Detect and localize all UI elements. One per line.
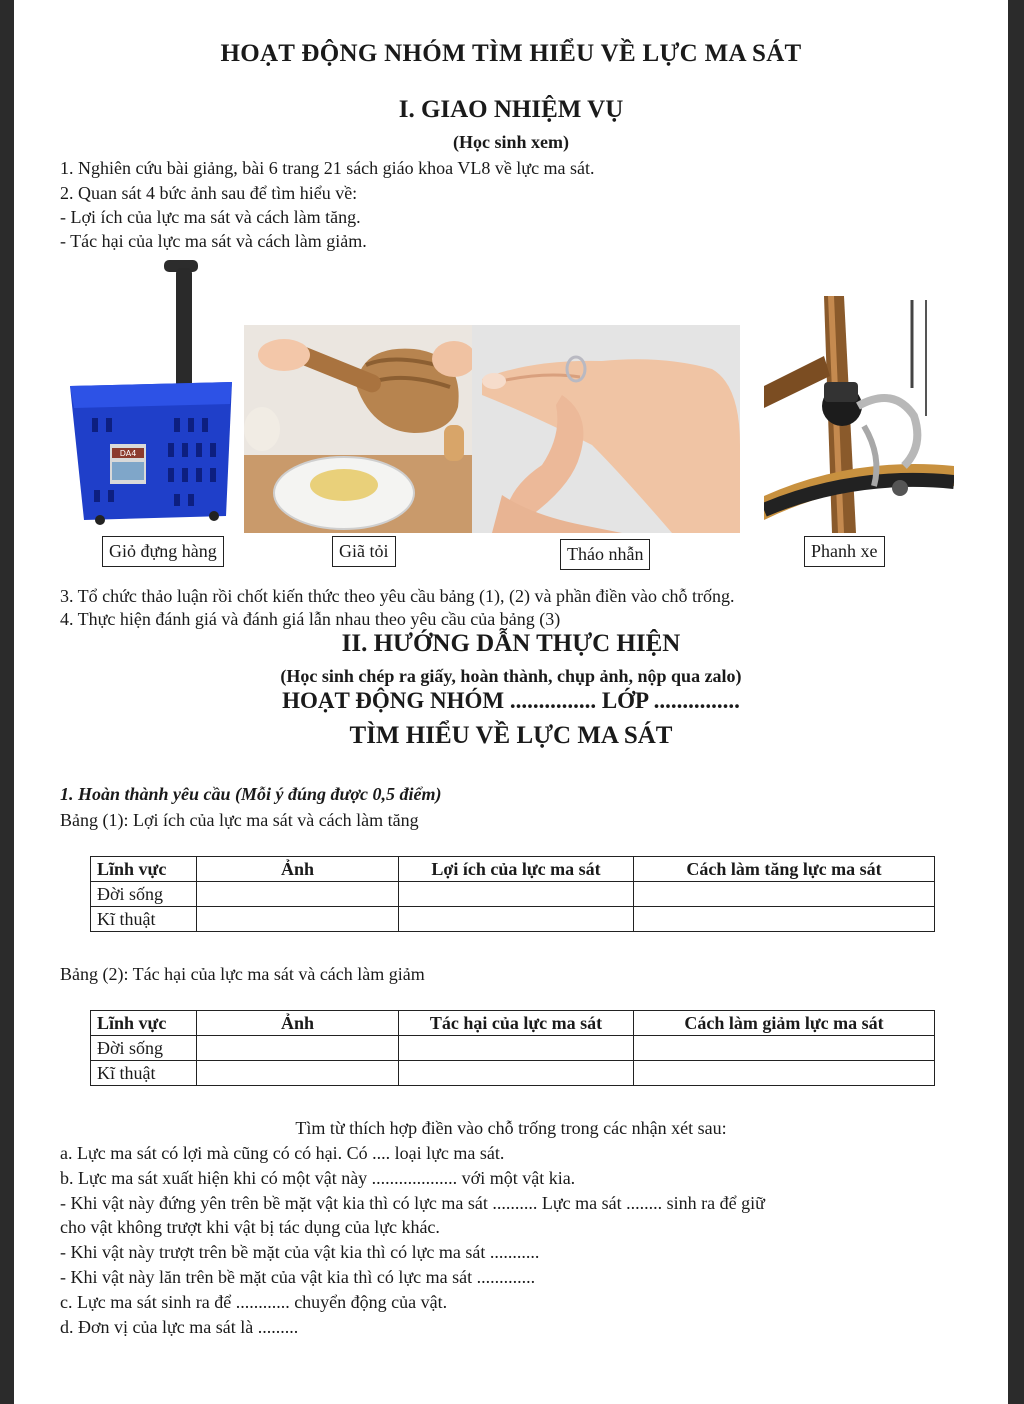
task-2: 2. Quan sát 4 bức ảnh sau để tìm hiểu về: bbox=[60, 183, 358, 203]
document-page bbox=[14, 0, 1008, 1404]
table-header: Tác hại của lực ma sát bbox=[399, 1011, 634, 1036]
caption-ring: Tháo nhẫn bbox=[560, 539, 650, 570]
document-title: HOẠT ĐỘNG NHÓM TÌM HIỂU VỀ LỰC MA SÁT bbox=[220, 40, 802, 67]
caption-garlic: Giã tỏi bbox=[332, 536, 396, 567]
section2-note: (Học sinh chép ra giấy, hoàn thành, chụp ảnh, nộp qua zalo) bbox=[280, 666, 742, 686]
section1-title: I. GIAO NHIỆM VỤ bbox=[398, 96, 624, 123]
caption-brake: Phanh xe bbox=[804, 536, 885, 567]
table-cell-empty bbox=[399, 1036, 634, 1061]
table-benefits bbox=[90, 856, 935, 932]
fill-b1-line2: cho vật không trượt khi vật bị tác dụng của lực khác. bbox=[60, 1217, 440, 1237]
table-cell-empty bbox=[197, 1061, 399, 1086]
fill-b3: - Khi vật này lăn trên bề mặt của vật kia thì có lực ma sát ............. bbox=[60, 1267, 536, 1287]
fill-a: a. Lực ma sát có lợi mà cũng có có hại. Có .... loại lực ma sát. bbox=[60, 1143, 505, 1163]
fill-c: c. Lực ma sát sinh ra để ............ chuyển động của vật. bbox=[60, 1292, 448, 1312]
table-cell: Kĩ thuật bbox=[91, 907, 197, 932]
fill-d: d. Đơn vị của lực ma sát là ......... bbox=[60, 1317, 299, 1337]
table-header: Cách làm tăng lực ma sát bbox=[634, 857, 935, 882]
table-header: Lợi ích của lực ma sát bbox=[399, 857, 634, 882]
fill-instruction: Tìm từ thích hợp điền vào chỗ trống trong các nhận xét sau: bbox=[295, 1118, 727, 1138]
table-cell-empty bbox=[197, 882, 399, 907]
table-cell-empty bbox=[399, 907, 634, 932]
section1-note: (Học sinh xem) bbox=[453, 132, 569, 152]
task-3: 3. Tổ chức thảo luận rồi chốt kiến thức theo yêu cầu bảng (1), (2) và phần điền vào chỗ trống. bbox=[60, 586, 735, 606]
fill-b2: - Khi vật này trượt trên bề mặt của vật kia thì có lực ma sát ........... bbox=[60, 1242, 540, 1262]
table1-caption: Bảng (1): Lợi ích của lực ma sát và cách làm tăng bbox=[60, 810, 419, 830]
table-header: Lĩnh vực bbox=[91, 857, 197, 882]
garlic-photo bbox=[244, 325, 472, 533]
task-2a: - Lợi ích của lực ma sát và cách làm tăng. bbox=[60, 207, 361, 227]
table-cell-empty bbox=[634, 1061, 935, 1086]
table-cell: Kĩ thuật bbox=[91, 1061, 197, 1086]
caption-basket: Giỏ đựng hàng bbox=[102, 536, 224, 567]
section2-title: II. HƯỚNG DẪN THỰC HIỆN bbox=[341, 630, 681, 657]
table2-caption: Bảng (2): Tác hại của lực ma sát và cách làm giảm bbox=[60, 964, 425, 984]
table-harms bbox=[90, 1010, 935, 1086]
table-row bbox=[91, 1061, 935, 1086]
table-header: Ảnh bbox=[197, 1011, 399, 1036]
hand-ring-icon bbox=[472, 325, 740, 533]
table-cell-empty bbox=[634, 1036, 935, 1061]
fill-b1-line1: - Khi vật này đứng yên trên bề mặt vật kia thì có lực ma sát .......... Lực ma sát ........ sinh ra để giữ bbox=[60, 1193, 765, 1213]
table-cell: Đời sống bbox=[91, 1036, 197, 1061]
table-row bbox=[91, 882, 935, 907]
table-cell-empty bbox=[634, 907, 935, 932]
task-2b: - Tác hại của lực ma sát và cách làm giảm. bbox=[60, 231, 367, 251]
table-cell-empty bbox=[197, 1036, 399, 1061]
table-cell-empty bbox=[197, 907, 399, 932]
table-header: Ảnh bbox=[197, 857, 399, 882]
shopping-basket-icon bbox=[64, 258, 244, 528]
table-cell-empty bbox=[399, 882, 634, 907]
brake-photo bbox=[764, 296, 954, 533]
table-row bbox=[91, 907, 935, 932]
svg-text:DA4: DA4 bbox=[119, 449, 137, 458]
task-4: 4. Thực hiện đánh giá và đánh giá lẫn nhau theo yêu cầu của bảng (3) bbox=[60, 609, 561, 629]
table-header: Lĩnh vực bbox=[91, 1011, 197, 1036]
basket-photo bbox=[64, 258, 244, 528]
table-header-row bbox=[91, 857, 935, 882]
mortar-pestle-icon bbox=[244, 325, 472, 533]
table-header-row bbox=[91, 1011, 935, 1036]
task-1: 1. Nghiên cứu bài giảng, bài 6 trang 21 sách giáo khoa VL8 về lực ma sát. bbox=[60, 158, 595, 178]
photo-strip bbox=[64, 258, 964, 578]
table-cell-empty bbox=[399, 1061, 634, 1086]
ring-photo bbox=[472, 325, 740, 533]
topic-title: TÌM HIỂU VỀ LỰC MA SÁT bbox=[349, 722, 673, 749]
group-class-line: HOẠT ĐỘNG NHÓM ............... LỚP ............... bbox=[282, 688, 740, 713]
table-cell-empty bbox=[634, 882, 935, 907]
table-row bbox=[91, 1036, 935, 1061]
bicycle-brake-icon bbox=[764, 296, 954, 533]
part1-heading: 1. Hoàn thành yêu cầu (Mỗi ý đúng được 0,5 điểm) bbox=[60, 784, 442, 804]
table-cell: Đời sống bbox=[91, 882, 197, 907]
fill-b: b. Lực ma sát xuất hiện khi có một vật này ................... với một vật kia. bbox=[60, 1168, 576, 1188]
table-header: Cách làm giảm lực ma sát bbox=[634, 1011, 935, 1036]
